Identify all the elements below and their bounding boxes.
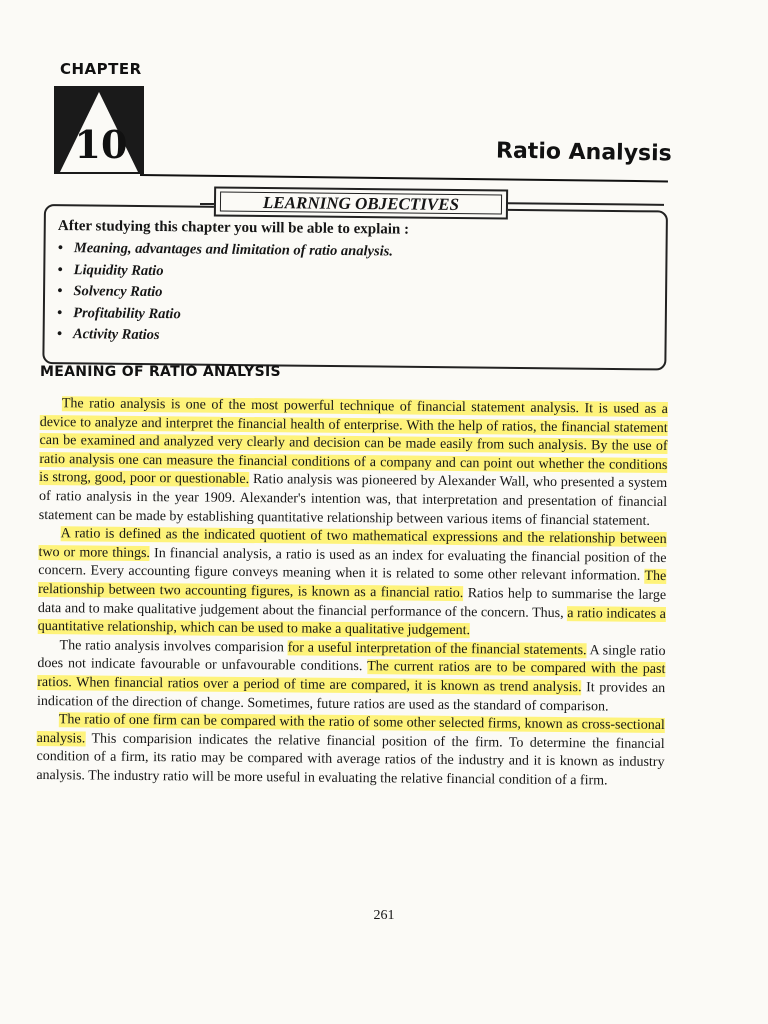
paragraph-1: The ratio analysis is one of the most powerful technique of financial statement analysis. It is used as a device to analyze and interpret the financial health of enterprise. With the help of ratios, the financial statement can be examined and analyzed very clearly and decision can be made easily from such analysis. By the use of ratio analysis one can measure the financial conditions of a company and can point out whether the conditions is strong, good, poor or questionable. Ratio analysis was pioneered by Alexander Wall, who presented a system of ratio analysis in the year 1909. Alexander's intention was, that interpretation and presentation of financial statement can be made by establishing quantitative relationship between various items of financial statement. [38,396,668,529]
learning-objectives-heading: LEARNING OBJECTIVES [220,192,502,215]
chapter-label: CHAPTER [60,60,142,78]
body-text [36,395,668,791]
highlighted-text: for a useful interpretation of the financial statements. [287,640,587,658]
paragraph-2: A ratio is defined as the indicated quotient of two mathematical expressions and the relationship between two or more things. In financial analysis, a ratio is used as an index for evaluating the financial position of the concern. Every accounting figure conveys meaning when it is related to some other relevant information. The relationship between two accounting figures, is known as a financial ratio. Ratios help to summarise the large data and to make qualitative judgement about the financial performance of the concern. Thus, a ratio indicates a quantitative relationship, which can be used to make a qualitative judgement. [37,526,667,639]
highlighted-text: a ratio indicates a quantitative relationship, which can be used to make a qualitative judgement. [37,605,667,639]
section-heading: MEANING OF RATIO ANALYSIS [40,364,281,380]
objectives-list [57,238,393,349]
highlighted-text: The ratio analysis is one of the most powerful technique of financial statement analysis. It is used as a device to analyze and interpret the financial health of enterprise. With the help of ratios, the financial statement can be examined and analyzed very clearly and decision can be made easily from such analysis. By the use of ratio analysis one can measure the financial conditions of a company and can point out whether the conditions is strong, good, poor or questionable. [39,396,668,488]
highlighted-text: The relationship between two accounting figures, is known as a financial ratio. [38,569,667,602]
objective-item: • Meaning, advantages and limitation of ratio analysis. [57,239,394,260]
bullet-icon: • [56,325,63,343]
highlighted-text: The ratio of one firm can be compared with the ratio of some other selected firms, known as cross-sectional analysis. [36,712,665,747]
page-number: 261 [373,908,395,923]
bullet-icon: • [57,304,63,321]
objective-item: • Profitability Ratio [57,302,392,327]
paragraph-3: The ratio analysis involves comparision for a useful interpretation of the financial statements. A single ratio does not indicate favourable or unfavourable conditions. The current ratios are to be compared with the past ratios. When financial ratios over a period of time are compared, it is known as trend analysis. It provides an indication of the direction of change. Sometimes, future ratios are used as the standard of comparison. [36,637,666,714]
objective-item: • Liquidity Ratio [58,259,393,284]
bullet-icon: • [57,261,63,278]
highlighted-text: The current ratios are to be compared with the past ratios. When financial ratios over a period of time are compared, it is known as trend analysis. [37,659,666,696]
objective-item: • Solvency Ratio [57,281,392,306]
chapter-number: 10 [74,122,128,167]
paragraph-4: The ratio of one firm can be compared with the ratio of some other selected firms, known as cross-sectional analysis. This comparision indicates the relative financial position of the firm. To determine the financial condition of a firm, its ratio may be compared with average ratios of the industry and it is known as industry analysis. The industry ratio will be more useful in evaluating the relative financial condition of a firm. [36,712,665,789]
bullet-icon: • [57,282,63,300]
objectives-intro: After studying this chapter you will be able to explain : [57,218,410,238]
objective-item: • Activity Ratios [57,324,392,349]
chapter-title: Ratio Analysis [495,138,672,167]
learning-objectives-tab [214,186,508,219]
highlighted-text: A ratio is defined as the indicated quotient of two mathematical expressions and the relationship between two or more things. [38,526,667,561]
title-rule [140,174,668,182]
objectives-tab-line-right [504,202,664,206]
bullet-icon: • [57,239,64,257]
